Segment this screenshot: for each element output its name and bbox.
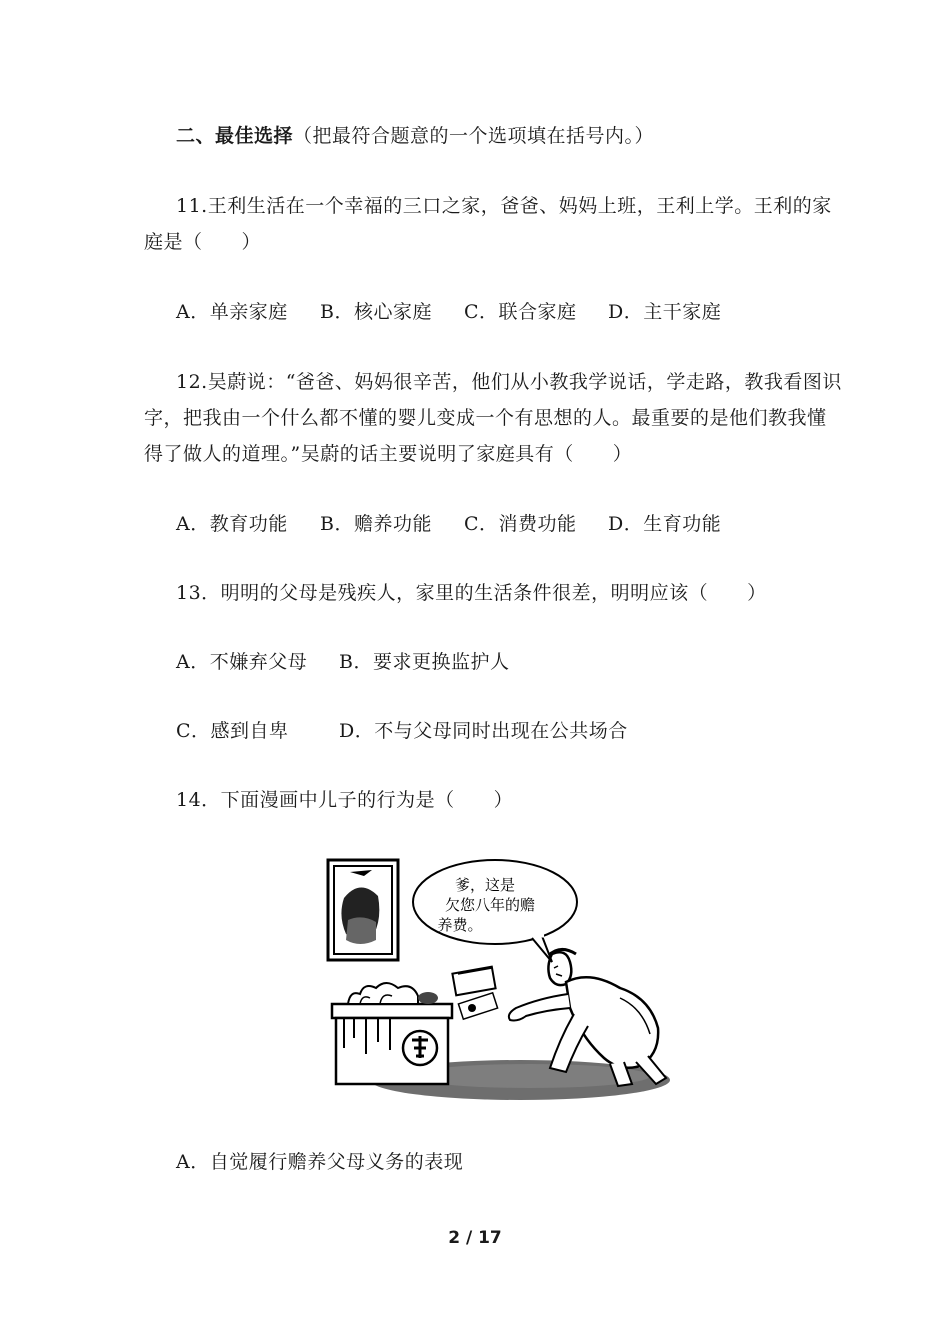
q11-option-b: B．核心家庭: [320, 301, 432, 323]
q12-text-line1: 12.吴蔚说：“爸爸、妈妈很辛苦，他们从小教我学说话，学走路，教我看图识: [176, 371, 842, 393]
cartoon-illustration: [320, 858, 670, 1108]
q14-text-line1: 14．下面漫画中儿子的行为是（ ）: [176, 789, 514, 811]
section-heading: [176, 118, 846, 154]
q12-option-a: A．教育功能: [176, 513, 288, 535]
q12-options: [176, 506, 846, 542]
q11-options: [176, 294, 846, 330]
q11-text-line1: 11.王利生活在一个幸福的三口之家，爸爸、妈妈上班，王利上学。王利的家: [176, 195, 832, 217]
q13-options-row2: [176, 713, 846, 749]
q13-options-row1: [176, 644, 846, 680]
section-instruction: （把最符合题意的一个选项填在括号内。）: [293, 125, 655, 147]
q12-option-d: D．生育功能: [608, 513, 722, 535]
q13-option-a: A．不嫌弃父母: [176, 651, 308, 673]
section-title: 二、最佳选择: [176, 125, 294, 147]
page-number: 2 / 17: [448, 1228, 502, 1248]
q13-option-c: C．感到自卑: [176, 720, 289, 742]
q13-text-line1: 13．明明的父母是残疾人，家里的生活条件很差，明明应该（ ）: [176, 582, 767, 604]
speech-line1: 爹，这是: [454, 876, 516, 894]
q12-option-c: C．消费功能: [464, 513, 577, 535]
q12-text-line3: 得了做人的道理。”吴蔚的话主要说明了家庭具有（ ）: [144, 443, 633, 465]
q12-option-b: B．赡养功能: [320, 513, 432, 535]
q13-option-b: B．要求更换监护人: [339, 651, 510, 673]
q11-option-d: D．主干家庭: [608, 301, 722, 323]
q11-text-line2: 庭是（ ）: [144, 231, 262, 253]
speech-line3: 养费。: [437, 916, 483, 934]
speech-line2: 欠您八年的赡: [444, 896, 536, 914]
q11-option-a: A．单亲家庭: [176, 301, 288, 323]
q13-option-d: D．不与父母同时出现在公共场合: [339, 720, 628, 742]
q14-option-a: A．自觉履行赡养父母义务的表现: [176, 1151, 464, 1173]
q12-text-line2: 字，把我由一个什么都不懂的婴儿变成一个有思想的人。最重要的是他们教我懂: [144, 407, 827, 429]
q11-option-c: C．联合家庭: [464, 301, 577, 323]
